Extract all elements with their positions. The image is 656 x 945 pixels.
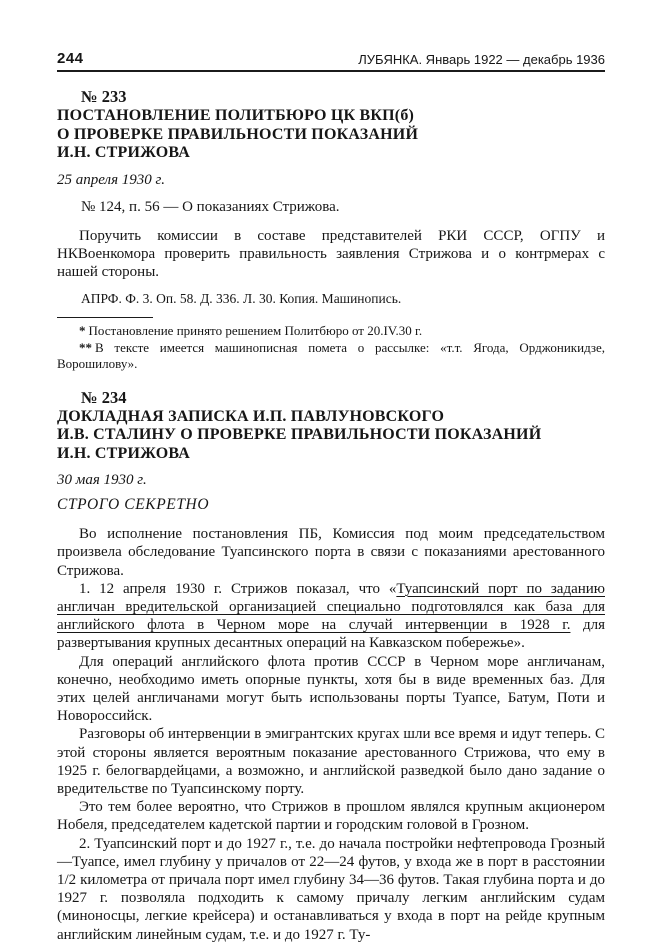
document-title-line: И.В. СТАЛИНУ О ПРОВЕРКЕ ПРАВИЛЬНОСТИ ПОКАЗАНИЙ (57, 426, 542, 444)
document-number: № 233 (81, 87, 127, 106)
document-number: № 234 (81, 387, 127, 407)
body-paragraph: Разговоры об интервенции в эмигрантских кругах шли все время и идут теперь. С этой стороны является вероятным показание арестованного Стрижова, что ему в 1925 г. белогвардейцами, а возможно, и английской разведкой было дано задание о вредительстве по Туапсинскому порту. (57, 726, 605, 797)
document-title-line: И.Н. СТРИЖОВА (57, 144, 191, 161)
body-paragraph: Во исполнение постановления ПБ, Комиссия под моим председательством произвела обследование Туапсинского порта в связи с показаниями арестованного Стрижова. (57, 526, 605, 579)
underlined-testimony: Туапсинский порт по заданию англичан вредительской организацией специально подготовлялся как база для английского флота в Черном море на случай интервенции в 1928 г. (57, 580, 605, 634)
document-title-line: О ПРОВЕРКЕ ПРАВИЛЬНОСТИ ПОКАЗАНИЙ (57, 125, 419, 143)
document-233 (57, 88, 605, 307)
document-title-line: И.Н. СТРИЖОВА (57, 444, 191, 462)
document-title-line: ДОКЛАДНАЯ ЗАПИСКА И.П. ПАВЛУНОВСКОГО (57, 407, 445, 425)
running-header (57, 50, 605, 72)
footnote-separator (57, 317, 153, 318)
document-body (57, 525, 605, 944)
body-paragraph: Для операций английского флота против СССР в Черном море англичанам, конечно, необходимо иметь опорные пункты, хотя бы в виде временных баз. Для этих целей англичанами могут быть использованы порты Туапсе, Батум, Поти и Новороссийск. (57, 653, 605, 725)
document-234 (57, 389, 605, 944)
document-date: 30 мая 1930 г. (57, 472, 147, 489)
body-paragraph: Это тем более вероятно, что Стрижов в прошлом являлся крупным акционером Нобеля, председателем кадетской партии и городским головой в Грозном. (57, 799, 605, 834)
footnote-marker: * (79, 323, 86, 339)
document-title (57, 408, 605, 464)
footnote-text: Постановление принято решением Политбюро от 20.IV.30 г. (88, 323, 423, 339)
document-body (57, 227, 605, 282)
page-number: 244 (57, 50, 84, 67)
agenda-line: № 124, п. 56 — О показаниях Стрижова. (81, 198, 340, 215)
body-paragraph: Поручить комиссии в составе представителей РКИ СССР, ОГПУ и НКВоенкомора проверить правильность заявления Стрижова и о контрмерах с нашей стороны. (57, 227, 605, 280)
testimony-tail: для развертывания крупных десантных операций на Кавказском побережье». (57, 617, 605, 652)
document-title (57, 107, 605, 163)
archive-reference: АПРФ. Ф. 3. Оп. 58. Д. 336. Л. 30. Копия. Машинопись. (81, 291, 402, 307)
body-paragraph: 2. Туапсинский порт и до 1927 г., т.е. до начала постройки нефтепровода Грозный—Туапсе, имел глубину у причалов от 22—24 футов, у входа же в порт в расстоянии 1/2 километра от причала порт имел глубину 34—36 футов. Такая глубина порта и до 1927 г. позволяла подходить к самому причалу легким английским судам (миноносцы, легкие крейсера) и останавливаться у входа в порт на рейде крупным английским линейным судам, т.е. и до 1927 г. Ту- (57, 835, 605, 943)
footnote (57, 340, 605, 373)
footnotes-block (57, 317, 605, 373)
body-paragraph (57, 580, 605, 653)
footnote-text: В тексте имеется машинописная помета о рассылке: «т.т. Ягода, Орджоникидзе, Ворошилову». (57, 339, 605, 372)
document-title-line: ПОСТАНОВЛЕНИЕ ПОЛИТБЮРО ЦК ВКП(б) (57, 107, 415, 124)
classification-stamp: СТРОГО СЕКРЕТНО (57, 496, 210, 514)
footnote (57, 323, 605, 340)
document-date: 25 апреля 1930 г. (57, 171, 165, 188)
running-title: ЛУБЯНКА. Январь 1922 — декабрь 1936 (358, 52, 605, 67)
testimony-intro: 1. 12 апреля 1930 г. Стрижов показал, что « (79, 580, 397, 597)
footnote-marker: ** (79, 339, 92, 355)
